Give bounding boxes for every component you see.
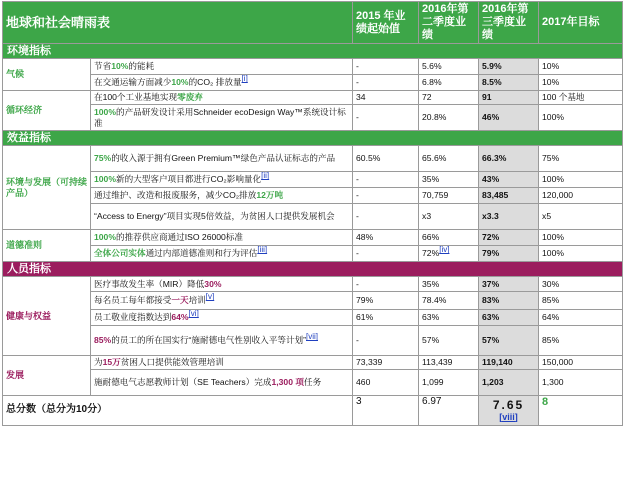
value-2017: 75% [539, 146, 623, 172]
total-2017: 8 [539, 396, 623, 426]
value-2015: - [353, 105, 419, 131]
indicator-cell: 施耐德电气志愿教师计划（SE Teachers）完成1,300 项任务 [91, 370, 353, 396]
value-2015: 460 [353, 370, 419, 396]
value-q3: 63% [479, 310, 539, 326]
footnote-link[interactable]: [v] [205, 292, 215, 302]
value-q2: 35% [419, 172, 479, 188]
value-2015: 34 [353, 91, 419, 105]
table-title: 地球和社会晴雨表 [3, 2, 353, 44]
indicator-cell: 通过维护、改造和报废服务，减少CO₂排放12万吨 [91, 188, 353, 204]
value-q3: 57% [479, 326, 539, 356]
table-row [3, 172, 623, 188]
value-2015: - [353, 277, 419, 292]
value-2017: 10% [539, 59, 623, 75]
section-title: 环境指标 [3, 44, 623, 59]
value-q2: 70,759 [419, 188, 479, 204]
value-2015: 60.5% [353, 146, 419, 172]
value-q3: 66.3% [479, 146, 539, 172]
value-2015: - [353, 188, 419, 204]
indicator-cell: 100%新的大型客户项目都进行CO₂影响量化[ii] [91, 172, 353, 188]
value-q3: 79% [479, 246, 539, 262]
table-row [3, 188, 623, 204]
category-climate: 气候 [3, 59, 91, 91]
value-2017: 100% [539, 230, 623, 246]
table-row [3, 310, 623, 326]
value-q2: 65.6% [419, 146, 479, 172]
table-row [3, 204, 623, 230]
value-q2: 1,099 [419, 370, 479, 396]
category-health: 健康与权益 [3, 277, 91, 356]
table-row [3, 370, 623, 396]
value-2015: 48% [353, 230, 419, 246]
indicator-cell: 全体公司实体通过内部道德准则和行为评估[iii] [91, 246, 353, 262]
indicator-cell: 85%的员工的所在国实行“施耐德电气性别收入平等计划”[vii] [91, 326, 353, 356]
section-title: 效益指标 [3, 131, 623, 146]
table-row [3, 75, 623, 91]
table-row [3, 105, 623, 131]
table-row [3, 292, 623, 310]
table-row [3, 246, 623, 262]
value-q2: 72%[iv] [419, 246, 479, 262]
table-row [3, 59, 623, 75]
value-2017: 120,000 [539, 188, 623, 204]
indicator-cell: 医疗事故发生率（MIR）降低30% [91, 277, 353, 292]
total-row [3, 396, 623, 426]
total-label: 总分数（总分为10分） [3, 396, 353, 426]
category-circular-economy: 循环经济 [3, 91, 91, 131]
value-2017: 30% [539, 277, 623, 292]
value-2017: 100% [539, 172, 623, 188]
value-q3: 91 [479, 91, 539, 105]
value-2015: - [353, 172, 419, 188]
total-2015: 3 [353, 396, 419, 426]
col-header-2017: 2017年目标 [539, 2, 623, 44]
footnote-link[interactable]: [vii] [306, 332, 318, 342]
value-q3: 8.5% [479, 75, 539, 91]
value-2017: 10% [539, 75, 623, 91]
indicator-cell: 为15万贫困人口提供能效管理培训 [91, 356, 353, 370]
value-2017: 100% [539, 105, 623, 131]
indicator-cell: 100%的产品研发设计采用Schneider ecoDesign Way™系统设计标准 [91, 105, 353, 131]
table-row [3, 146, 623, 172]
table-row [3, 277, 623, 292]
value-q2: 20.8% [419, 105, 479, 131]
section-benefit [3, 131, 623, 146]
value-q3: 37% [479, 277, 539, 292]
indicator-cell: 100%的推荐供应商通过ISO 26000标准 [91, 230, 353, 246]
footnote-link[interactable]: [ii] [261, 171, 270, 181]
indicator-cell: 在100个工业基地实现零废弃 [91, 91, 353, 105]
section-people [3, 262, 623, 277]
footnote-link[interactable]: [viii] [499, 411, 518, 422]
value-2017: 1,300 [539, 370, 623, 396]
value-2015: - [353, 246, 419, 262]
value-2015: - [353, 326, 419, 356]
value-q3: 46% [479, 105, 539, 131]
value-q2: 6.8% [419, 75, 479, 91]
category-development: 发展 [3, 356, 91, 396]
indicator-cell: 每名员工每年都接受一天培训[v] [91, 292, 353, 310]
value-q2: 78.4% [419, 292, 479, 310]
value-q2: 57% [419, 326, 479, 356]
indicator-cell: 节省10%的能耗 [91, 59, 353, 75]
footnote-link[interactable]: [vi] [188, 309, 199, 319]
value-q3: x3.3 [479, 204, 539, 230]
table-row [3, 356, 623, 370]
value-2015: - [353, 204, 419, 230]
value-2017: 100% [539, 246, 623, 262]
indicator-cell: 在交通运输方面减少10%的CO₂ 排放量[i] [91, 75, 353, 91]
category-env-development: 环境与发展（可持续产品） [3, 146, 91, 230]
section-environment [3, 44, 623, 59]
value-q2: 63% [419, 310, 479, 326]
value-q3: 72% [479, 230, 539, 246]
footnote-link[interactable]: [iii] [257, 245, 268, 255]
value-2015: - [353, 59, 419, 75]
value-q2: 5.6% [419, 59, 479, 75]
category-ethics: 道德准则 [3, 230, 91, 262]
value-q3: 5.9% [479, 59, 539, 75]
indicator-cell: “Access to Energy”项目实现5倍效益，为贫困人口提供发展机会 [91, 204, 353, 230]
footnote-link[interactable]: [i] [241, 74, 248, 84]
value-q2: 66% [419, 230, 479, 246]
table-row [3, 91, 623, 105]
value-q3: 43% [479, 172, 539, 188]
value-q3: 83,485 [479, 188, 539, 204]
total-q2: 6.97 [419, 396, 479, 426]
value-2015: - [353, 75, 419, 91]
value-q3: 119,140 [479, 356, 539, 370]
value-q2: x3 [419, 204, 479, 230]
value-q3: 83% [479, 292, 539, 310]
footnote-link[interactable]: [iv] [439, 245, 450, 255]
value-q3: 1,203 [479, 370, 539, 396]
value-q2: 113,439 [419, 356, 479, 370]
value-2017: 85% [539, 292, 623, 310]
section-title: 人员指标 [3, 262, 623, 277]
value-2017: 85% [539, 326, 623, 356]
indicator-cell: 75%的收入源于拥有Green Premium™绿色产品认证标志的产品 [91, 146, 353, 172]
value-2017: 64% [539, 310, 623, 326]
total-q3: 7.65 [viii] [479, 396, 539, 426]
value-2017: x5 [539, 204, 623, 230]
value-q2: 72 [419, 91, 479, 105]
value-2015: 79% [353, 292, 419, 310]
table-row [3, 326, 623, 356]
col-header-q3: 2016年第三季度业绩 [479, 2, 539, 44]
table-row [3, 230, 623, 246]
table-header [3, 2, 623, 44]
value-2015: 73,339 [353, 356, 419, 370]
indicator-cell: 员工敬业度指数达到64%[vi] [91, 310, 353, 326]
value-2017: 100 个基地 [539, 91, 623, 105]
value-2015: 61% [353, 310, 419, 326]
value-q2: 35% [419, 277, 479, 292]
col-header-q2: 2016年第二季度业绩 [419, 2, 479, 44]
value-2017: 150,000 [539, 356, 623, 370]
col-header-2015: 2015 年业绩起始值 [353, 2, 419, 44]
barometer-table [2, 1, 623, 426]
